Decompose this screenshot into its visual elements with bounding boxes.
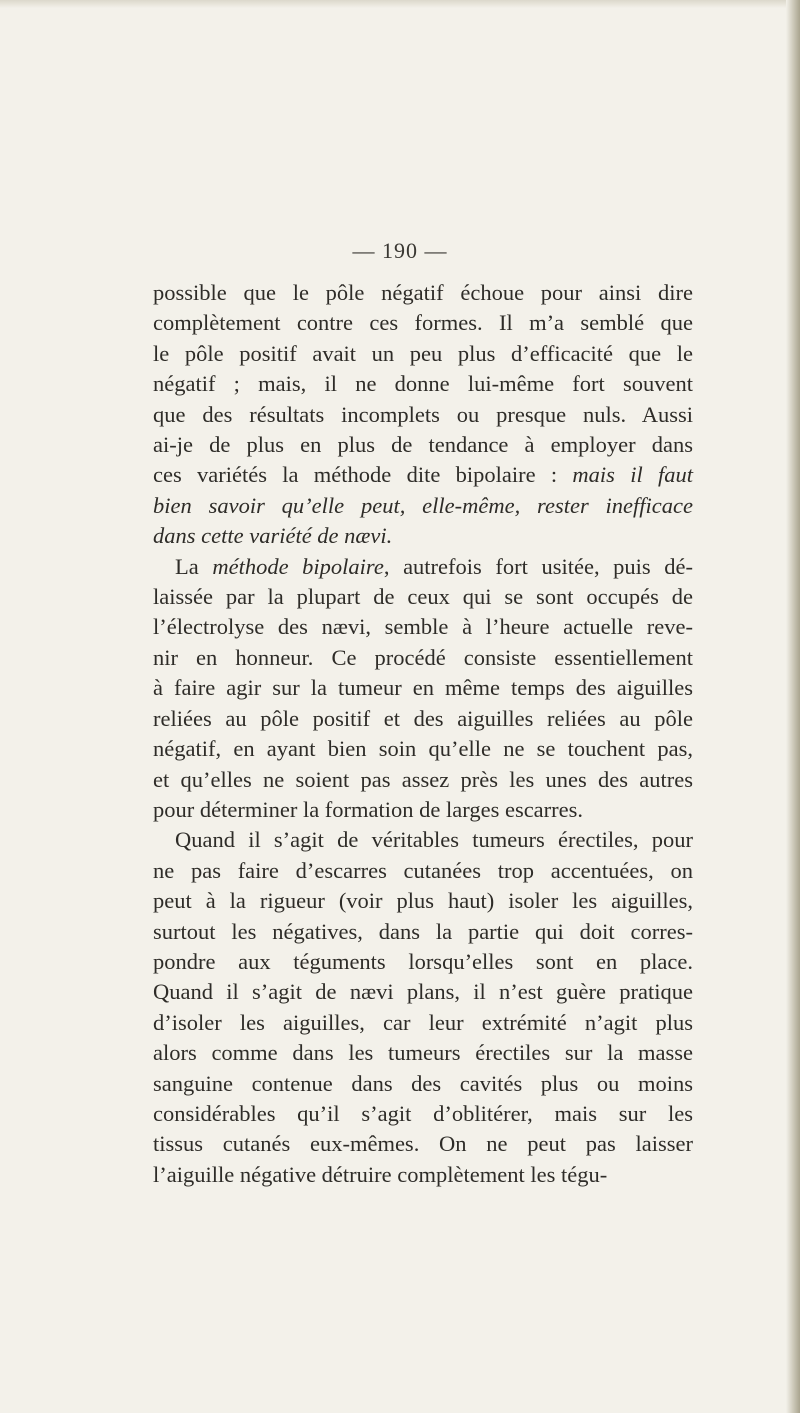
- text-line: [153, 308, 693, 338]
- text-line: [153, 1038, 693, 1068]
- text-line: [153, 1099, 693, 1129]
- paragraph: [153, 552, 693, 826]
- text-segment: d’isoler les aiguilles, car leur extrémité n’agit plus: [153, 1009, 693, 1035]
- text-segment: et qu’elles ne soient pas assez près les unes des autres: [153, 766, 693, 792]
- text-line: [153, 917, 693, 947]
- page-right-edge: [786, 0, 800, 1413]
- text-line: [153, 339, 693, 369]
- text-segment: , autrefois fort usitée, puis dé-: [383, 553, 694, 579]
- text-line: [153, 673, 693, 703]
- text-line: [153, 278, 693, 308]
- text-line: [153, 886, 693, 916]
- paragraph: [153, 278, 693, 552]
- text-segment: nir en honneur. Ce procédé consiste essentiellement: [153, 644, 693, 670]
- text-segment: peut à la rigueur (voir plus haut) isoler les aiguilles,: [153, 888, 693, 914]
- text-line: [153, 430, 693, 460]
- text-segment: pondre aux téguments lorsqu’elles sont en place.: [153, 948, 693, 974]
- text-segment: laissée par la plupart de ceux qui se sont occupés de: [153, 584, 693, 610]
- italic-text: bien savoir qu’elle peut, elle-même, rester inefficace: [153, 492, 693, 518]
- text-segment: négatif, en ayant bien soin qu’elle ne se touchent pas,: [153, 736, 693, 762]
- text-segment: Quand il s’agit de nævi plans, il n’est guère pratique: [153, 979, 693, 1005]
- text-line: [153, 1008, 693, 1038]
- text-line: [153, 491, 693, 521]
- text-segment: possible que le pôle négatif échoue pour ainsi dire: [153, 280, 693, 305]
- text-segment: surtout les négatives, dans la partie qui doit corres-: [153, 918, 693, 944]
- text-segment: ces variétés la méthode dite bipolaire :: [153, 462, 573, 488]
- text-line: [153, 704, 693, 734]
- text-line: [153, 977, 693, 1007]
- text-line: [153, 1069, 693, 1099]
- text-segment: La: [175, 553, 213, 579]
- text-line: [153, 947, 693, 977]
- text-segment: alors comme dans les tumeurs érectiles sur la masse: [153, 1040, 693, 1066]
- text-segment: complètement contre ces formes. Il m’a semblé que: [153, 310, 693, 336]
- text-line: [153, 765, 693, 795]
- text-line: [153, 612, 693, 642]
- text-line: [153, 795, 693, 825]
- text-segment: ne pas faire d’escarres cutanées trop accentuées, on: [153, 857, 693, 883]
- text-line: [153, 400, 693, 430]
- text-segment: pour déterminer la formation de larges escarres.: [153, 796, 584, 822]
- italic-text: dans cette variété de nævi.: [153, 523, 393, 549]
- page-top-edge: [0, 0, 800, 8]
- text-line: [153, 1129, 693, 1159]
- text-segment: l’aiguille négative détruire complètement les tégu-: [153, 1161, 608, 1187]
- text-segment: le pôle positif avait un peu plus d’efficacité que le: [153, 340, 693, 366]
- text-line: [153, 582, 693, 612]
- text-line: [153, 460, 693, 490]
- text-segment: sanguine contenue dans des cavités plus ou moins: [153, 1070, 693, 1096]
- italic-text: méthode bipolaire: [212, 553, 384, 579]
- text-line: [153, 643, 693, 673]
- italic-text: mais il faut: [572, 462, 693, 488]
- text-line: [153, 552, 693, 582]
- text-line: [153, 521, 693, 551]
- paragraph: [153, 825, 693, 1190]
- text-segment: l’électrolyse des nævi, semble à l’heure actuelle reve-: [153, 614, 693, 640]
- text-segment: que des résultats incomplets ou presque nuls. Aussi: [153, 401, 693, 427]
- text-segment: ai-je de plus en plus de tendance à employer dans: [153, 432, 693, 458]
- text-segment: tissus cutanés eux-mêmes. On ne peut pas laisser: [153, 1131, 693, 1157]
- text-segment: Quand il s’agit de véritables tumeurs érectiles, pour: [175, 827, 693, 853]
- text-segment: reliées au pôle positif et des aiguilles reliées au pôle: [153, 705, 693, 731]
- text-line: [153, 825, 693, 855]
- text-line: [153, 369, 693, 399]
- text-segment: à faire agir sur la tumeur en même temps des aiguilles: [153, 675, 693, 701]
- text-line: [153, 734, 693, 764]
- text-line: [153, 856, 693, 886]
- body-text: [153, 278, 693, 1190]
- page-number: — 190 —: [352, 238, 448, 263]
- text-segment: négatif ; mais, il ne donne lui-même fort souvent: [153, 371, 693, 397]
- text-line: [153, 1160, 693, 1190]
- text-segment: considérables qu’il s’agit d’oblitérer, mais sur les: [153, 1100, 693, 1126]
